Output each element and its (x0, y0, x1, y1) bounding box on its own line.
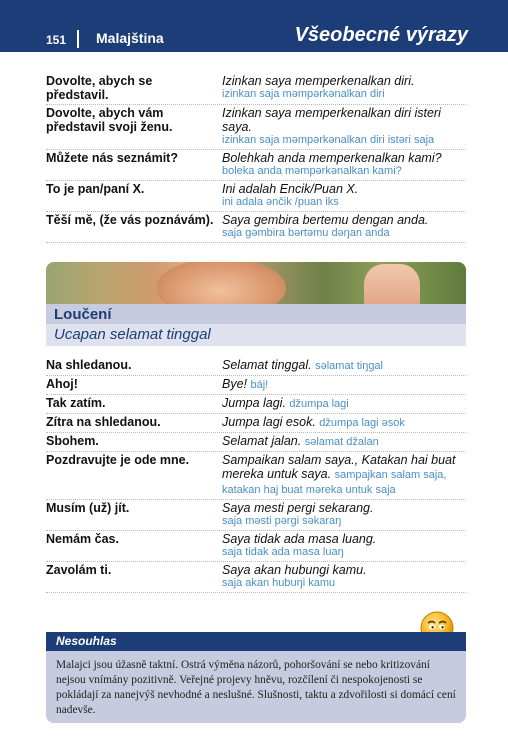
czech-phrase: Musím (už) jít. (46, 501, 130, 515)
phonetic-transcription: izinkan saja məmpərkənalkan diri (222, 88, 385, 100)
farewell-title: Loučení (54, 306, 112, 323)
czech-phrase: Sbohem. (46, 434, 99, 448)
malay-phrase: Jumpa lagi esok. (222, 415, 316, 429)
malay-cell (222, 151, 466, 178)
phrase-row (46, 500, 466, 531)
phrase-row (46, 531, 466, 562)
czech-phrase: Dovolte, abych vám představil svoji ženu. (46, 106, 173, 134)
malay-phrase: Bye! (222, 377, 248, 391)
farewell-title-band (46, 304, 466, 324)
czech-phrase: Můžete nás seznámit? (46, 151, 178, 165)
malay-phrase: Bolehkah anda memperkenalkan kami? (222, 151, 442, 165)
phonetic-transcription: džumpa lagi əsok (319, 417, 405, 429)
photo-face (156, 262, 286, 304)
malay-cell (222, 532, 466, 559)
malay-phrase: Saya mesti pergi sekarang. (222, 501, 374, 515)
malay-phrase: Izinkan saya memperkenalkan diri. (222, 74, 415, 88)
malay-phrase: Saya gembira bertemu dengan anda. (222, 213, 429, 227)
phrase-row (46, 357, 466, 376)
malay-cell (222, 434, 466, 449)
phonetic-transcription: saja məsti pərgi səkaraŋ (222, 515, 342, 527)
phrase-row (46, 414, 466, 433)
phonetic-transcription: səlamat tiŋgal (315, 360, 383, 372)
note-text: Malajci jsou úžasně taktní. Ostrá výměna názorů, pohoršování se nebo kritizování nejsou vnímány pozitivně. Veřejné projevy hněvu, rozčílení či nespokojenosti se pokládají za nanejvýš nevhodné a neslušné. Slušnosti, taktu a zdvořilosti si domácí cení nadevše. (56, 659, 456, 716)
czech-phrase: Pozdravujte je ode mne. (46, 453, 190, 467)
farewell-subtitle: Ucapan selamat tinggal (54, 326, 211, 343)
page-header (0, 0, 508, 52)
czech-phrase: To je pan/paní X. (46, 182, 145, 196)
malay-cell (222, 182, 466, 209)
czech-phrase: Na shledanou. (46, 358, 132, 372)
malay-cell (222, 106, 466, 147)
czech-phrase: Zítra na shledanou. (46, 415, 161, 429)
czech-phrase: Zavolám ti. (46, 563, 112, 577)
phonetic-transcription: saja gəmbira bərtəmu dəŋan anda (222, 227, 390, 239)
phonetic-transcription: boleka anda məmpərkənalkan kami? (222, 165, 402, 177)
phrase-row (46, 376, 466, 395)
malay-phrase: Sampaikan salam saya., Katakan hai buat mereka untuk saya. (222, 453, 456, 481)
czech-phrase: Dovolte, abych se představil. (46, 74, 153, 102)
note-header (46, 632, 466, 651)
czech-phrase: Těší mě, (že vás poznávám). (46, 213, 214, 227)
language-name: Malajština (96, 30, 164, 46)
malay-phrase: Selamat tinggal. (222, 358, 312, 372)
malay-cell (222, 358, 466, 373)
note-title: Nesouhlas (56, 634, 117, 648)
phonetic-transcription: səlamat džalan (304, 436, 379, 448)
section-title: Všeobecné výrazy (294, 24, 468, 46)
malay-phrase: Ini adalah Encik/Puan X. (222, 182, 359, 196)
phonetic-transcription: ini adala ənčik /puan iks (222, 196, 339, 208)
malay-cell (222, 563, 466, 590)
czech-phrase: Nemám čas. (46, 532, 119, 546)
note-body (46, 651, 466, 723)
page-number: 151 (46, 33, 67, 47)
phrase-row (46, 452, 466, 500)
malay-cell (222, 501, 466, 528)
phonetic-transcription: džumpa lagi (289, 398, 349, 410)
phrase-row (46, 212, 466, 243)
malay-cell (222, 415, 466, 430)
phonetic-transcription: saja tidak ada masa luaŋ (222, 546, 344, 558)
phrase-row (46, 105, 466, 150)
malay-cell (222, 74, 466, 102)
phonetic-transcription: sampajkan salam saja, katakan haj buat məreka untuk saja (222, 469, 447, 496)
phrase-row (46, 433, 466, 452)
farewell-phrase-list (46, 357, 466, 593)
header-separator (77, 30, 79, 48)
czech-phrase: Ahoj! (46, 377, 78, 391)
malay-cell (222, 213, 466, 240)
malay-cell (222, 396, 466, 411)
czech-phrase: Tak zatím. (46, 396, 106, 410)
malay-phrase: Saya akan hubungi kamu. (222, 563, 367, 577)
malay-phrase: Jumpa lagi. (222, 396, 286, 410)
malay-phrase: Izinkan saya memperkenalkan diri isteri saya. (222, 106, 441, 134)
phrase-row (46, 73, 466, 105)
photo-waving-hand (364, 264, 420, 304)
malay-phrase: Saya tidak ada masa luang. (222, 532, 377, 546)
malay-cell (222, 377, 466, 392)
phrase-row (46, 562, 466, 593)
phrase-row (46, 395, 466, 414)
phonetic-transcription: saja akan hubuŋi kamu (222, 577, 336, 589)
phrase-row (46, 150, 466, 181)
phonetic-transcription: izinkan saja məmpərkənalkan diri istəri saja (222, 134, 435, 146)
phrase-row (46, 181, 466, 212)
farewell-subtitle-band (46, 324, 466, 346)
intro-phrase-list (46, 73, 466, 243)
malay-phrase: Selamat jalan. (222, 434, 302, 448)
phonetic-transcription: báj! (250, 379, 269, 391)
malay-cell (222, 453, 466, 497)
farewell-photo (46, 262, 466, 304)
